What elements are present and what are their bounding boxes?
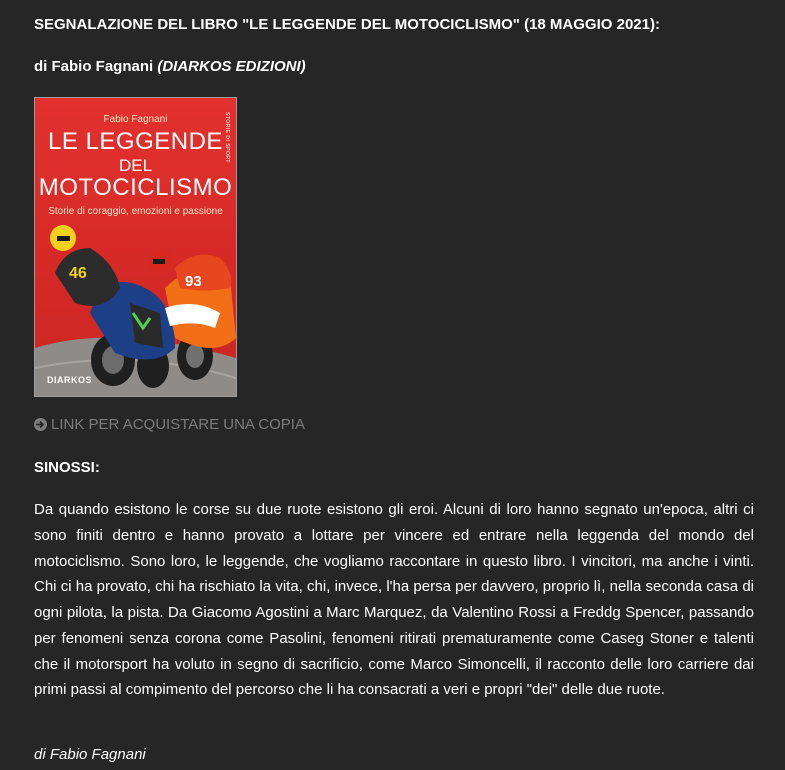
cover-rider2-visor bbox=[153, 259, 165, 264]
byline-author: di Fabio Fagnani bbox=[34, 58, 158, 75]
cover-rider1-body bbox=[55, 248, 120, 306]
byline bbox=[34, 58, 306, 75]
synopsis-text: Da quando esistono le corse su due ruote esistono gli eroi. Alcuni di loro hanno segnato un'epoca, altri ci sono finiti dentro e hanno provato a lottare per vincere ed entrare nella leggenda del mondo del motociclismo. Sono loro, le leggende, che vogliamo raccontare in questo libro. I vincitori, ma anche i vinti. Chi ci ha provato, chi ha rischiato la vita, chi, invece, l'ha persa per davvero, proprio lì, nella seconda casa di ogni pilota, la pista. Da Giacomo Agostini a Marc Marquez, da Valentino Rossi a Freddg Spencer, passando per fenomeni senza corona come Pasolini, fenomeni ritirati prematuramente come Caseg Stoner e talenti che il motorsport ha voluto in segno di sacrificio, come Marco Simoncelli, il racconto delle loro carriere dai primi passi al compimento del percorso che li ha consacrati a veri e propri "dei" delle due ruote. bbox=[34, 501, 754, 699]
cover-publisher: DIARKOS bbox=[47, 375, 93, 385]
cover-series: STORIE DI SPORT bbox=[224, 112, 230, 163]
buy-copy-link[interactable] bbox=[34, 416, 305, 433]
book-cover-image bbox=[34, 97, 237, 397]
cover-rider1-visor bbox=[57, 236, 70, 241]
signature: di Fabio Fagnani bbox=[34, 746, 146, 763]
synopsis-heading: SINOSSI: bbox=[34, 459, 100, 476]
arrow-circle-right-icon bbox=[34, 418, 47, 431]
article-title: SEGNALAZIONE DEL LIBRO "LE LEGGENDE DEL MOTOCICLISMO" (18 MAGGIO 2021): bbox=[34, 16, 660, 33]
cover-title-line3: MOTOCICLISMO bbox=[38, 174, 233, 201]
buy-copy-link-label: LINK PER ACQUISTARE UNA COPIA bbox=[51, 416, 305, 433]
byline-publisher: (DIARKOS EDIZIONI) bbox=[157, 58, 306, 75]
cover-rider1-number: 46 bbox=[69, 265, 87, 282]
cover-author: Fabio Fagnani bbox=[103, 114, 168, 125]
cover-title-line1: LE LEGGENDE bbox=[48, 128, 223, 155]
cover-rider2-body bbox=[175, 255, 231, 291]
cover-subtitle: Storie di coraggio, emozioni e passione bbox=[48, 206, 223, 217]
cover-rider2-number: 93 bbox=[185, 273, 202, 290]
cover-title-line2: DEL bbox=[118, 156, 153, 175]
cover-rider2-rim bbox=[186, 344, 204, 368]
